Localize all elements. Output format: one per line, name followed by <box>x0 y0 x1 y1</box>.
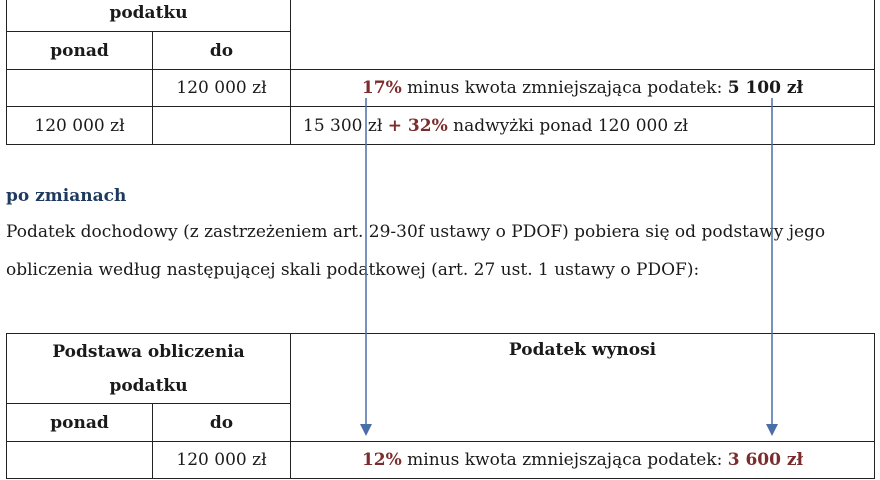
paragraph-line-2: obliczenia według następującej skali podatkowej (art. 27 ust. 1 ustawy o PDOF): <box>6 260 700 280</box>
new-header-tax <box>291 334 875 442</box>
old-row2-to <box>153 107 291 145</box>
old-row2-tax <box>291 107 875 145</box>
old-row1-amount: 5 100 zł <box>727 78 804 98</box>
new-row1-tax <box>291 442 875 479</box>
old-row1-to: 120 000 zł <box>153 70 291 107</box>
new-header-basis-line2: podatku <box>109 375 188 396</box>
new-row1-over <box>7 442 153 479</box>
new-col-to: do <box>153 404 291 442</box>
old-row2-over: 120 000 zł <box>7 107 153 145</box>
paragraph-line-1: Podatek dochodowy (z zastrzeżeniem art. 29-30f ustawy o PDOF) pobiera się od podstawy jego <box>6 222 826 242</box>
new-row1-text: minus kwota zmniejszająca podatek: <box>401 450 728 470</box>
old-row1-tax <box>291 70 875 107</box>
new-header-basis <box>7 334 291 404</box>
section-title: po zmianach <box>6 186 127 206</box>
new-col-over: ponad <box>7 404 153 442</box>
old-row2-text: nadwyżki ponad 120 000 zł <box>447 115 689 136</box>
old-tax-scale-table <box>6 0 875 145</box>
old-row2-rate: + 32% <box>387 115 448 136</box>
new-tax-scale-table <box>6 333 875 479</box>
new-row1-to: 120 000 zł <box>153 442 291 479</box>
new-row1-amount: 3 600 zł <box>727 450 804 470</box>
old-col-over: ponad <box>7 32 153 70</box>
old-col-to: do <box>153 32 291 70</box>
old-row1-text: minus kwota zmniejszająca podatek: <box>401 78 728 98</box>
old-header-basis <box>7 0 291 32</box>
old-row2-base: 15 300 zł <box>303 115 388 136</box>
old-row1-over <box>7 70 153 107</box>
new-header-basis-line1: Podstawa obliczenia <box>52 341 245 362</box>
new-header-tax-text: Podatek wynosi <box>508 340 657 360</box>
new-row1-rate: 12% <box>361 450 402 470</box>
old-header-tax <box>291 0 875 70</box>
old-row1-rate: 17% <box>361 78 402 98</box>
old-header-basis-text: podatku <box>109 3 188 23</box>
